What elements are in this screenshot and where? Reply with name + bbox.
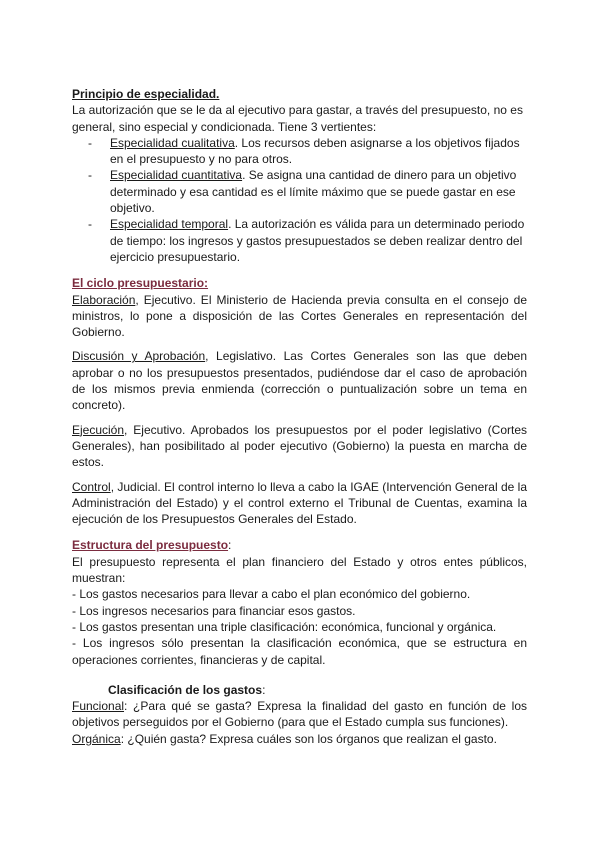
list-item-text: . Se asigna una cantidad de dinero para un objetivo determinado y esa cantidad es el límite máximo que se puede gastar en ese objetivo. [110,168,517,216]
paragraph-discusion [72,348,527,413]
paragraph-term: Control [72,479,111,494]
clasificacion-text: : ¿Quién gasta? Expresa cuáles son los órganos que realizan el gasto. [120,731,497,746]
intro-paragraph: La autorización que se le da al ejecutivo para gastar, a través del presupuesto, no es general, sino especial y condicionada. Tiene 3 vertientes: [72,103,523,134]
paragraph-ejecucion [72,422,527,471]
clasificacion-organica [72,731,527,747]
heading-clasificacion-line [72,682,527,698]
clasificacion-text: : ¿Para qué se gasta? Expresa la finalidad del gasto en función de los objetivos perseguidos por el Gobierno (para que el Estado cumpla sus funciones). [72,699,527,730]
heading-ciclo-presupuestario: El ciclo presupuestario: [72,276,209,291]
estructura-line: - Los ingresos necesarios para financiar esos gastos. [72,603,356,618]
heading-estructura-presupuesto: Estructura del presupuesto [72,538,229,553]
paragraph-text: , Ejecutivo. El Ministerio de Hacienda previa consulta en el consejo de ministros, lo pone a disposición de las Cortes Generales en representación del Gobierno. [72,292,527,340]
paragraph-term: Discusión y Aprobación [72,349,206,364]
list-item [72,216,527,265]
heading-estructura-line [72,537,527,553]
heading-clasificacion-gastos: Clasificación de los gastos [108,682,263,697]
list-item-term: Especialidad cualitativa [110,135,235,150]
paragraph-text: , Legislativo. Las Cortes Generales son las que deben aprobar o no los presupuestos presentados, pudiéndose dar el caso de aprobación de los mismos previa enmienda (corrección o puntualización sobre un tema en concreto). [72,349,527,413]
heading-suffix: : [228,538,232,553]
paragraph-term: Ejecución [72,422,125,437]
dash-bullet: - [88,168,92,183]
document-content [72,86,527,747]
list-item-term: Especialidad cuantitativa [110,168,243,183]
clasificacion-term: Funcional [72,699,125,714]
estructura-line: - Los ingresos sólo presentan la clasificación económica, que se estructura en operaciones corrientes, financieras y de capital. [72,636,527,667]
paragraph-control [72,479,527,528]
paragraph-text: , Ejecutivo. Aprobados los presupuestos por el poder legislativo (Cortes Generales), han posibilitado al poder ejecutivo (Gobierno) la puesta en marcha de estos. [72,422,527,470]
list-item-text: . Los recursos deben asignarse a los objetivos fijados en el presupuesto y no para otros. [110,135,520,167]
clasificacion-funcional [72,698,527,731]
paragraph-elaboracion [72,292,527,341]
dash-bullet: - [88,135,92,150]
paragraph-term: Elaboración [72,292,136,307]
list-item [72,167,527,216]
especialidad-list [72,135,527,265]
heading-principio-especialidad: Principio de especialidad. [72,87,220,101]
estructura-line: - Los gastos presentan una triple clasificación: económica, funcional y orgánica. [72,619,497,634]
estructura-intro: El presupuesto representa el plan financiero del Estado y otros entes públicos, muestran: [72,554,527,586]
clasificacion-term: Orgánica [72,731,121,746]
paragraph-text: , Judicial. El control interno lo lleva a cabo la IGAE (Intervención General de la Administración del Estado) y el control externo el Tribunal de Cuentas, examina la ejecución de los Presupuestos Generales del Estado. [72,479,527,527]
list-item [72,135,527,168]
list-item-term: Especialidad temporal [110,217,229,232]
heading-suffix: : [262,682,266,697]
estructura-line: - Los gastos necesarios para llevar a cabo el plan económico del gobierno. [72,587,471,602]
dash-bullet: - [88,217,92,232]
list-item-text: . La autorización es válida para un determinado periodo de tiempo: los ingresos y gastos presupuestados se deben realizar dentro del ejercicio presupuestario. [110,217,525,264]
